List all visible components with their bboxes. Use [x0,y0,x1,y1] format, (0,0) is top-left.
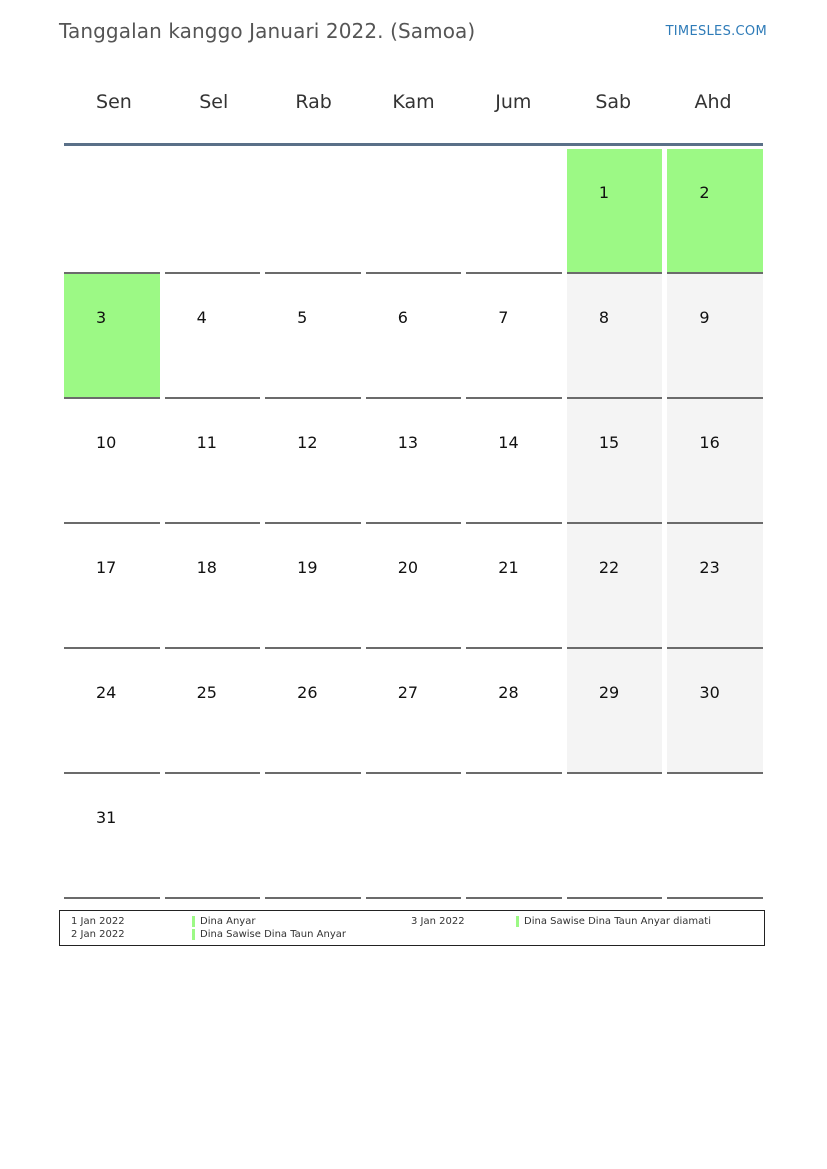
day-number: 27 [397,683,419,702]
day-cell[interactable] [165,649,261,774]
day-number: 9 [699,308,710,327]
day-number: 24 [96,683,117,702]
day-cell[interactable] [165,524,261,649]
legend-label: Dina Sawise Dina Taun Anyar diamati [524,916,711,927]
days-grid [64,149,763,899]
day-cell[interactable] [165,399,261,524]
day-cell[interactable] [366,524,462,649]
day-number: 5 [297,308,308,327]
legend-color-swatch [192,929,195,940]
weekday-sat: Sab [595,90,632,113]
day-cell[interactable] [466,524,562,649]
day-cell-empty [366,774,462,899]
day-cell-empty [64,149,160,274]
day-cell[interactable] [466,649,562,774]
day-number: 23 [699,558,720,577]
page-title: Tanggalan kanggo Januari 2022. (Samoa) [59,19,476,43]
day-cell-weekend[interactable] [667,524,763,649]
day-cell[interactable] [265,524,361,649]
weekday-header [64,60,763,146]
holiday-legend [59,910,765,946]
day-number: 22 [598,558,620,577]
legend-item [192,929,346,940]
day-number: 3 [96,308,107,327]
weekday-thu: Kam [392,90,435,113]
day-number: 7 [498,308,509,327]
weekday-tue: Sel [199,90,229,113]
day-number: 31 [96,808,117,827]
day-number: 10 [96,433,117,452]
day-cell-empty [366,149,462,274]
day-cell-weekend[interactable] [567,399,663,524]
day-cell-empty [667,774,763,899]
day-cell[interactable] [64,649,160,774]
day-number: 26 [297,683,318,702]
legend-label: Dina Anyar [200,916,256,927]
day-cell-empty [265,149,361,274]
day-number: 29 [598,683,620,702]
weekday-fri: Jum [495,90,532,113]
day-cell-holiday[interactable] [64,274,160,399]
day-cell[interactable] [165,274,261,399]
day-cell[interactable] [466,274,562,399]
day-cell-empty [567,774,663,899]
day-number: 25 [196,683,217,702]
day-cell[interactable] [64,524,160,649]
day-cell[interactable] [366,399,462,524]
day-cell[interactable] [366,274,462,399]
day-cell-holiday[interactable] [567,149,663,274]
day-cell-empty [466,149,562,274]
day-cell-weekend[interactable] [567,274,663,399]
day-cell-weekend[interactable] [667,274,763,399]
day-number: 6 [397,308,408,327]
legend-color-swatch [516,916,519,927]
day-cell[interactable] [265,399,361,524]
day-number: 30 [699,683,720,702]
day-cell-empty [165,774,261,899]
day-cell-weekend[interactable] [667,649,763,774]
day-number: 21 [498,558,519,577]
brand-link[interactable]: TIMESLES.COM [665,24,767,39]
day-number: 15 [598,433,620,452]
calendar [64,60,763,899]
day-number: 12 [297,433,318,452]
day-cell-empty [265,774,361,899]
legend-date: 1 Jan 2022 [71,916,125,927]
day-cell[interactable] [265,274,361,399]
day-number: 2 [699,183,710,202]
weekday-sun: Ahd [694,90,732,113]
day-number: 18 [196,558,217,577]
day-number: 4 [196,308,207,327]
day-number: 19 [297,558,318,577]
legend-date: 2 Jan 2022 [71,929,125,940]
day-number: 11 [196,433,217,452]
legend-item [192,916,255,927]
day-number: 8 [598,308,610,327]
legend-label: Dina Sawise Dina Taun Anyar [200,929,346,940]
day-number: 13 [397,433,419,452]
day-cell[interactable] [265,649,361,774]
day-number: 17 [96,558,117,577]
day-cell[interactable] [64,399,160,524]
day-cell-weekend[interactable] [567,524,663,649]
day-number: 16 [699,433,720,452]
day-cell-holiday[interactable] [667,149,763,274]
day-cell-weekend[interactable] [667,399,763,524]
day-cell[interactable] [366,649,462,774]
legend-item [516,916,711,927]
day-cell[interactable] [466,399,562,524]
day-cell-empty [466,774,562,899]
day-cell-empty [165,149,261,274]
day-cell-weekend[interactable] [567,649,663,774]
weekday-mon: Sen [96,90,132,113]
day-number: 14 [498,433,519,452]
day-number: 20 [397,558,419,577]
weekday-wed: Rab [295,90,332,113]
legend-color-swatch [192,916,195,927]
day-number: 1 [598,183,610,202]
legend-date: 3 Jan 2022 [411,916,465,927]
day-number: 28 [498,683,519,702]
day-cell[interactable] [64,774,160,899]
